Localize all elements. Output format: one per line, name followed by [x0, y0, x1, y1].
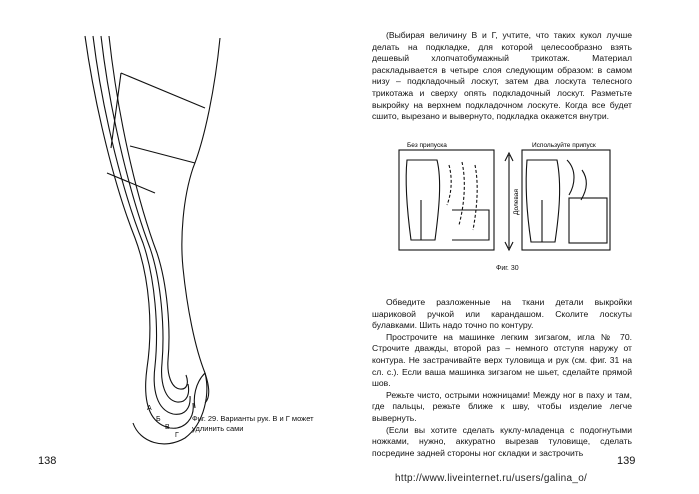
- paragraph-5: (Если вы хотите сделать куклу-младенца с подогнутыми ножками, нужно, аккуратно вырезав туловище, сделать посредине задней стороны ног складки и застрочить: [372, 424, 632, 458]
- paragraph-4: Режьте чисто, острыми ножницами! Между ног в паху и там, где пальцы, режьте ближе к шву, чтобы изделие легче вывернуть.: [372, 389, 632, 423]
- fabric-left: [399, 150, 494, 250]
- paragraph-3: Прострочите на машинке легким зигзагом, игла № 70. Строчите дважды, второй раз – немного отступя наружу от контура. Не застрачивайте верх туловища и рук (см. фиг. 31 на сл. с.). Если ваша машинка зигзагом не шьет, сделайте прямой шов.: [372, 331, 632, 389]
- fig30-label-right: Используйте припуск: [532, 142, 596, 149]
- paragraph-1: (Выбирая величину В и Г, учтите, что таких кукол лучше делать на подкладке, для которой целесообразно взять дешевый хлопчатобумажный трикотаж. Материал раскладывается в четыре слоя следующим образом: в самом низу – подкладочный лоскут, затем два лоскута телесного трикотажа и сверху опять подкладочный лоскут. Разметьте выкройку на верхнем подкладочном лоскуте. Когда все будет сшито, вырезано и вывернуто, подкладка окажется внутри.: [372, 30, 632, 122]
- footer-url[interactable]: http://www.liveinternet.ru/users/galina_o/: [395, 473, 588, 484]
- pattern-letter-g: Г: [175, 432, 179, 439]
- paragraphs-main: [372, 297, 632, 459]
- paragraph-intro: [372, 30, 632, 123]
- paragraph-2: Обведите разложенные на ткани детали выкройки шариковой ручкой или карандашом. Сколите лоскуты булавками. Шить надо точно по контуру.: [372, 297, 632, 331]
- pattern-letter-b: Б: [156, 416, 161, 423]
- page-number-left: 138: [38, 455, 57, 467]
- fig30-arrow-label: Долевая: [513, 189, 520, 215]
- arm-pattern-figure: [55, 28, 265, 448]
- fabric-right: [522, 150, 610, 250]
- pattern-letter-v: В: [165, 424, 170, 431]
- figure-30-caption: Фиг. 30: [496, 265, 519, 272]
- figure-30: [397, 140, 612, 255]
- page-number-right: 139: [617, 455, 636, 467]
- fig30-label-left: Без припуска: [407, 142, 447, 149]
- figure-29-caption: Фиг. 29. Варианты рук. В и Г может удлинить сами: [192, 414, 314, 433]
- pattern-letter-a: А: [147, 405, 152, 412]
